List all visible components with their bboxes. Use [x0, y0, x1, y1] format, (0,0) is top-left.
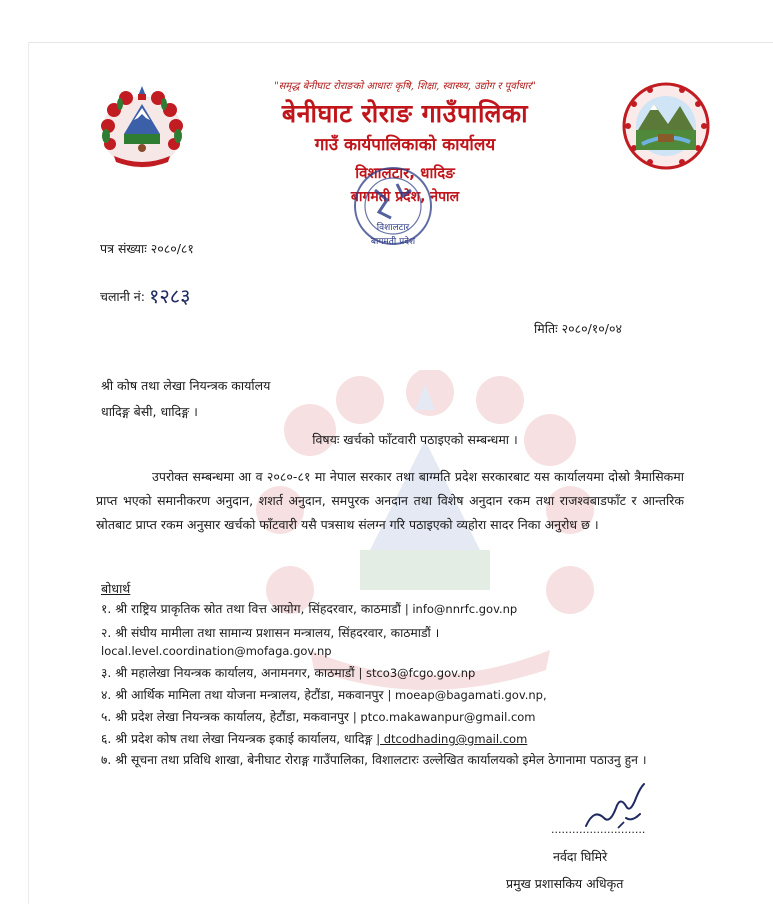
cc-item-text: ६. श्री प्रदेश कोष तथा लेखा नियन्त्रक इकाई कार्यालय, धादिङ्ग — [101, 732, 373, 746]
cc-item — [101, 730, 527, 747]
scan-edge — [28, 42, 773, 43]
cc-item — [101, 624, 439, 641]
cc-item-email: | ptco.makawanpur@gmail.com — [352, 710, 536, 724]
cc-item-email: | dtcodhading@gmail.com — [376, 732, 528, 746]
cc-item — [101, 664, 475, 681]
cc-item — [101, 600, 517, 617]
signature-line: ........................... — [551, 823, 646, 836]
cc-item: ७. श्री सूचना तथा प्रविधि शाखा, बेनीघाट रोराङ्ग गाउँपालिका, विशालटारः उल्लेखित कार्यालयको इमेल ठेगानामा पठाउनु हुन । — [101, 753, 647, 767]
signatory-name: नर्वदा घिमिरे — [553, 849, 608, 864]
municipality-title: बेनीघाट रोराङ गाउँपालिका — [281, 99, 529, 128]
cc-heading: बोधार्थ — [101, 581, 131, 596]
cc-item-text: ५. श्री प्रदेश लेखा नियन्त्रक कार्यालय, हेटौंडा, मकवानपुर — [101, 710, 349, 724]
municipality-logo — [618, 80, 714, 172]
stamp-inner-text: विशालटार — [376, 223, 410, 233]
letter-body: उपरोक्त सम्बन्धमा आ व २०८०-८१ मा नेपाल सरकार तथा बाग्मति प्रदेश सरकारबाट यस कार्यालयमा दोस्रो त्रैमासिकमा प्राप्त भएको समानीकरण अनुदान, शशर्त अनुदान, समपुरक अनदान तथा विशेष अनुदान रकम तथा राजश्वबाडफाँट र आन्तरिक स्रोतबाट प्राप्त रकम अनुसार खर्चको फाँटवारी यसै पत्रसाथ संलग्न गरि पठाइएको व्यहोरा सादर निका अनुरोध छ । — [96, 469, 684, 532]
address-line-1: विशालटार, धादिङ — [355, 164, 455, 182]
dispatch-number-value: १२८३ — [148, 284, 191, 308]
office-stamp — [345, 160, 441, 252]
dispatch-number-label: चलानी नं: — [100, 289, 145, 304]
cc-item — [101, 686, 547, 703]
cc-item-text: २. श्री संघीय मामीला तथा सामान्य प्रशासन मन्त्रालय, सिंहदरवार, काठमाडौं । — [101, 626, 440, 640]
cc-item-text: ३. श्री महालेखा नियन्त्रक कार्यालय, अनामनगर, काठमाडौं — [101, 666, 355, 680]
cc-item-text: ४. श्री आर्थिक मामिला तथा योजना मन्त्रालय, हेटौंडा, मकवानपुर — [101, 688, 384, 702]
cc-item-email: | moeap@bagamati.gov.np, — [387, 688, 547, 702]
office-subtitle: गाउँ कार्यपालिकाको कार्यालय — [314, 135, 496, 155]
cc-item-text: १. श्री राष्ट्रिय प्राकृतिक स्रोत तथा वित्त आयोग, सिंहदरवार, काठमाडौं — [101, 602, 401, 616]
dispatch-number — [100, 282, 191, 309]
reference-number: पत्र संख्याः २०८०/८१ — [100, 241, 194, 256]
signatory-title: प्रमुख प्रशासकिय अधिकृत — [506, 876, 624, 891]
letter-date: मितिः २०८०/१०/०४ — [534, 321, 622, 336]
cc-item-email: local.level.coordination@mofaga.gov.np — [101, 644, 332, 658]
address-line-2: बागमती प्रदेश, नेपाल — [350, 189, 460, 205]
cc-item-email-line — [101, 644, 332, 658]
recipient-office: श्री कोष तथा लेखा नियन्त्रक कार्यालय — [101, 378, 271, 393]
cc-item-email: | stco3@fcgo.gov.np — [358, 666, 476, 680]
cc-item — [101, 708, 536, 725]
stamp-outer-text: बागमती प्रदेश — [370, 237, 416, 247]
cc-item-email: | info@nnrfc.gov.np — [404, 602, 518, 616]
slogan: "समृद्ध बेनीघाट रोराङको आधारः कृषि, शिक्षा, स्वास्थ्य, उद्योग र पूर्वाधार" — [274, 81, 536, 92]
nepal-emblem-logo — [94, 82, 190, 174]
letter-subject: विषयः खर्चको फाँटवारी पठाइएको सम्बन्धमा । — [312, 432, 518, 447]
recipient-address: धादिङ्ग बेसी, धादिङ्ग । — [101, 404, 198, 419]
scan-edge — [28, 42, 29, 904]
